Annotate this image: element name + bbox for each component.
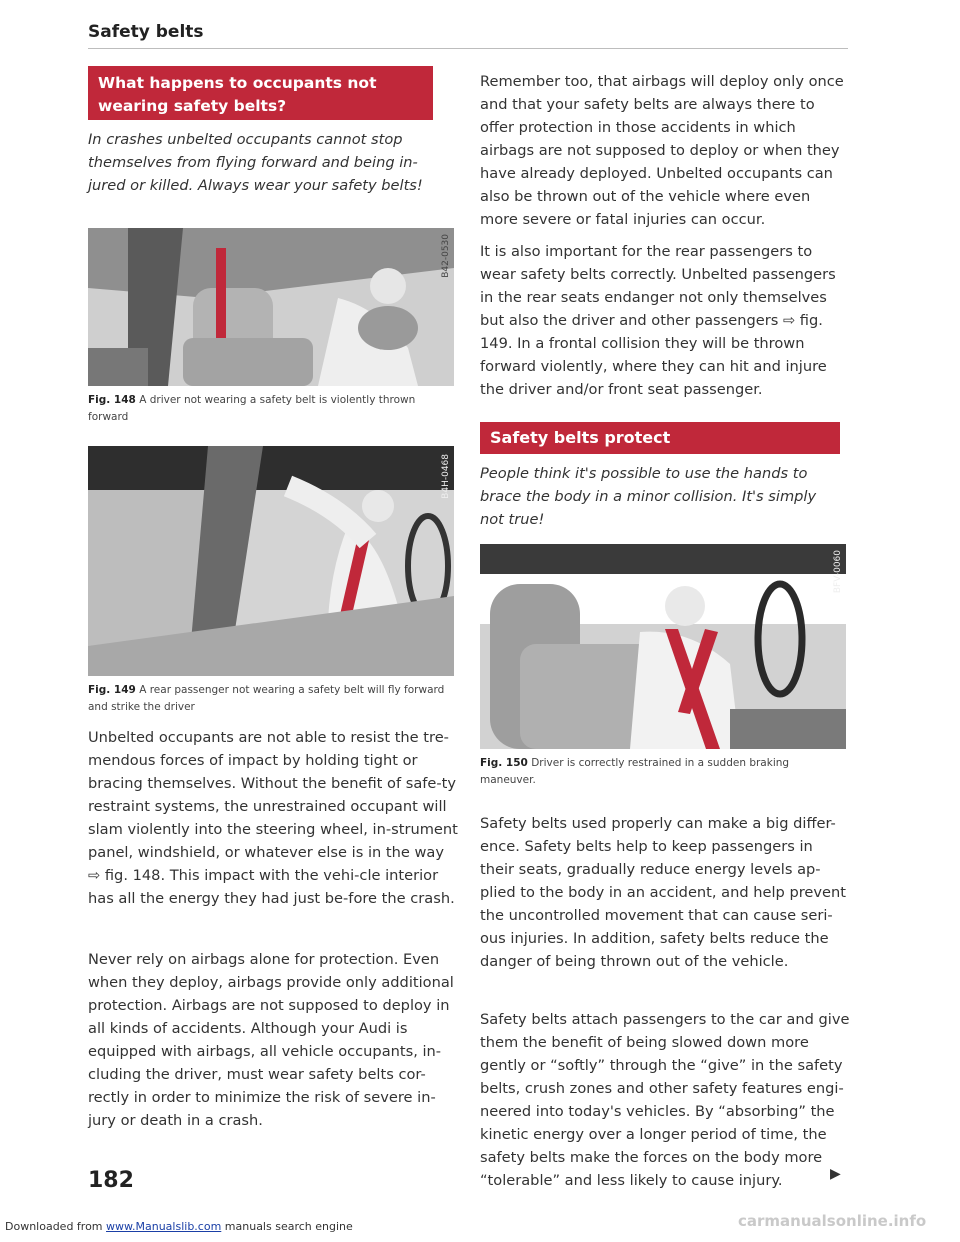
paragraph-airbags-alone: Never rely on airbags alone for protection. Even when they deploy, airbags provide only additional protection. Airbags are not supposed to deploy in all kinds of accidents. Although your Audi is equipped with airbags, all vehicle occupants, in-cluding the driver, must wear safety belts cor-rectly in order to minimize the risk of severe in-jury or death in a crash. bbox=[88, 951, 454, 1129]
figure-150-caption-text: Driver is correctly restrained in a sudden braking maneuver. bbox=[480, 757, 790, 786]
figure-149 bbox=[88, 446, 454, 676]
figure-149-caption-text: A rear passenger not wearing a safety belt will fly forward and strike the driver bbox=[88, 684, 445, 713]
paragraph-unbelted-forces: Unbelted occupants are not able to resist the tre-mendous forces of impact by holding tight or bracing themselves. Without the benefit of safe-ty restraint systems, the unrestrained occupant will slam violently into the steering wheel, in-strument panel, windshield, or whatever else is in the way ⇨ fig. 148. This impact with the vehi-cle interior has all the energy they had just be-fore the crash. bbox=[88, 729, 458, 907]
figure-148-code: B42-0530 bbox=[441, 234, 451, 278]
paragraph-airbags-once: Remember too, that airbags will deploy only once and that your safety belts are always there to offer protection in those accidents in which airbags are not supposed to deploy or when they have already deployed. Unbelted occupants can also be thrown out of the vehicle where even more severe or fatal injuries can occur. bbox=[480, 73, 844, 228]
continue-arrow-icon: ▶ bbox=[830, 1166, 841, 1182]
paragraph-rear-passengers: It is also important for the rear passengers to wear safety belts correctly. Unbelted passengers in the rear seats endanger not only themselves but also the driver and other passengers ⇨ fig. 149. In a frontal collision they will be thrown forward violently, where they can hit and injure the driver and/or front seat passenger. bbox=[480, 243, 836, 398]
figure-150-illustration bbox=[480, 544, 846, 749]
figure-148-caption-text: A driver not wearing a safety belt is violently thrown forward bbox=[88, 394, 416, 423]
figure-148-caption bbox=[88, 392, 454, 426]
footer-download-note bbox=[5, 1220, 353, 1233]
footer-prefix: Downloaded from bbox=[5, 1220, 103, 1233]
footer-watermark: carmanualsonline.info bbox=[738, 1212, 927, 1230]
paragraph-belts-difference: Safety belts used properly can make a big differ-ence. Safety belts help to keep passengers in their seats, gradually reduce energy levels ap-plied to the body in an accident, and help prevent the uncontrolled movement that can cause seri-ous injuries. In addition, safety belts reduce the danger of being thrown out of the vehicle. bbox=[480, 815, 846, 970]
section-title: Safety belts bbox=[88, 22, 204, 42]
header-divider bbox=[88, 48, 848, 49]
page-number: 182 bbox=[88, 1168, 134, 1193]
heading-safety-belts-protect: Safety belts protect bbox=[480, 422, 840, 454]
figure-149-code: B4H-0468 bbox=[441, 454, 451, 499]
figure-150-code: BFV-0060 bbox=[833, 550, 843, 594]
footer-link[interactable]: www.Manualslib.com bbox=[106, 1220, 222, 1233]
figure-148-label: Fig. 148 bbox=[88, 394, 136, 406]
heading-unbelted-occupants: What happens to occupants not wearing safety belts? bbox=[88, 66, 433, 120]
paragraph-belts-attach: Safety belts attach passengers to the car and give them the benefit of being slowed down more gently or “softly” through the “give” in the safety belts, crush zones and other safety features engi-neered into today's vehicles. By “absorbing” the kinetic energy over a longer period of time, the safety belts make the forces on the body more “tolerable” and less likely to cause injury. bbox=[480, 1011, 850, 1189]
figure-150-label: Fig. 150 bbox=[480, 757, 528, 769]
figure-148 bbox=[88, 228, 454, 386]
figure-150-caption bbox=[480, 755, 846, 789]
figure-149-label: Fig. 149 bbox=[88, 684, 136, 696]
figure-148-illustration bbox=[88, 228, 454, 386]
footer-suffix: manuals search engine bbox=[224, 1220, 353, 1233]
intro-safety-belts-protect: People think it's possible to use the hands to brace the body in a minor collision. It's simply not true! bbox=[480, 465, 817, 528]
figure-150 bbox=[480, 544, 846, 749]
figure-149-illustration bbox=[88, 446, 454, 676]
intro-unbelted: In crashes unbelted occupants cannot stop themselves from flying forward and being in-jured or killed. Always wear your safety belts! bbox=[88, 131, 423, 194]
figure-149-caption bbox=[88, 682, 454, 716]
